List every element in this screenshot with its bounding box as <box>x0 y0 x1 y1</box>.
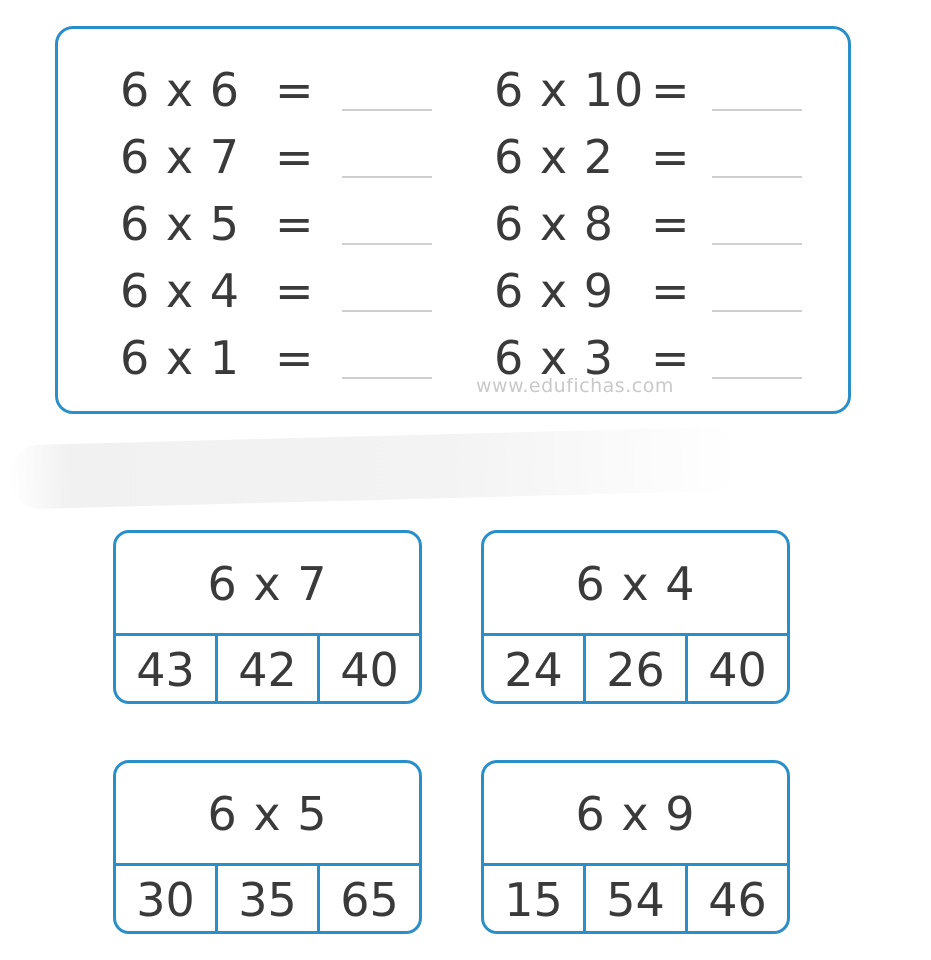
choice-option[interactable]: 42 <box>215 636 317 704</box>
equals-sign: = <box>651 63 690 117</box>
answer-blank[interactable] <box>712 176 802 178</box>
equation-expression: 6 x 4 <box>120 264 240 318</box>
equals-sign: = <box>275 130 314 184</box>
multiplication-exercise-box <box>55 26 851 414</box>
choice-options <box>116 866 419 934</box>
equals-sign: = <box>275 331 314 385</box>
equation-expression: 6 x 8 <box>494 197 614 251</box>
equals-sign: = <box>275 63 314 117</box>
choice-option[interactable]: 24 <box>504 643 563 697</box>
answer-blank[interactable] <box>712 243 802 245</box>
choice-card <box>113 530 422 704</box>
answer-blank[interactable] <box>712 109 802 111</box>
equation-expression: 6 x 3 <box>494 331 614 385</box>
choice-option[interactable]: 15 <box>504 873 563 927</box>
equation-expression: 6 x 6 <box>120 63 240 117</box>
equals-sign: = <box>275 197 314 251</box>
choice-option[interactable]: 35 <box>215 866 317 934</box>
answer-blank[interactable] <box>342 310 432 312</box>
equation-row <box>120 126 460 193</box>
equals-sign: = <box>275 264 314 318</box>
equation-expression: 6 x 5 <box>120 197 240 251</box>
equation-expression: 6 x 2 <box>494 130 614 184</box>
erased-smudge <box>9 426 740 509</box>
choice-option[interactable]: 54 <box>583 866 685 934</box>
equals-sign: = <box>651 130 690 184</box>
equation-row <box>494 59 834 126</box>
choice-option[interactable]: 65 <box>317 866 419 934</box>
equation-row <box>120 260 460 327</box>
choice-card <box>481 760 790 934</box>
answer-blank[interactable] <box>712 310 802 312</box>
equals-sign: = <box>651 331 690 385</box>
choice-options <box>484 866 787 934</box>
choice-options <box>116 636 419 704</box>
answer-blank[interactable] <box>342 176 432 178</box>
equation-row <box>494 126 834 193</box>
left-equation-column <box>120 59 460 394</box>
equals-sign: = <box>651 264 690 318</box>
choice-question: 6 x 4 <box>484 533 787 636</box>
watermark: www.edufichas.com <box>476 375 674 397</box>
choice-options <box>484 636 787 704</box>
choice-option[interactable]: 43 <box>136 643 195 697</box>
equation-row <box>120 327 460 394</box>
choice-question: 6 x 7 <box>116 533 419 636</box>
answer-blank[interactable] <box>342 109 432 111</box>
equation-row <box>494 193 834 260</box>
equation-row <box>120 59 460 126</box>
choice-card <box>481 530 790 704</box>
equals-sign: = <box>651 197 690 251</box>
equation-expression: 6 x 10 <box>494 63 645 117</box>
equation-expression: 6 x 9 <box>494 264 614 318</box>
answer-blank[interactable] <box>342 243 432 245</box>
equation-row <box>494 260 834 327</box>
choice-option[interactable]: 30 <box>136 873 195 927</box>
choice-question: 6 x 9 <box>484 763 787 866</box>
equation-expression: 6 x 1 <box>120 331 240 385</box>
equation-row <box>120 193 460 260</box>
choice-card <box>113 760 422 934</box>
equation-expression: 6 x 7 <box>120 130 240 184</box>
answer-blank[interactable] <box>342 377 432 379</box>
answer-blank[interactable] <box>712 377 802 379</box>
choice-option[interactable]: 26 <box>583 636 685 704</box>
choice-option[interactable]: 46 <box>685 866 787 934</box>
choice-question: 6 x 5 <box>116 763 419 866</box>
choice-option[interactable]: 40 <box>317 636 419 704</box>
choice-option[interactable]: 40 <box>685 636 787 704</box>
right-equation-column <box>494 59 834 394</box>
